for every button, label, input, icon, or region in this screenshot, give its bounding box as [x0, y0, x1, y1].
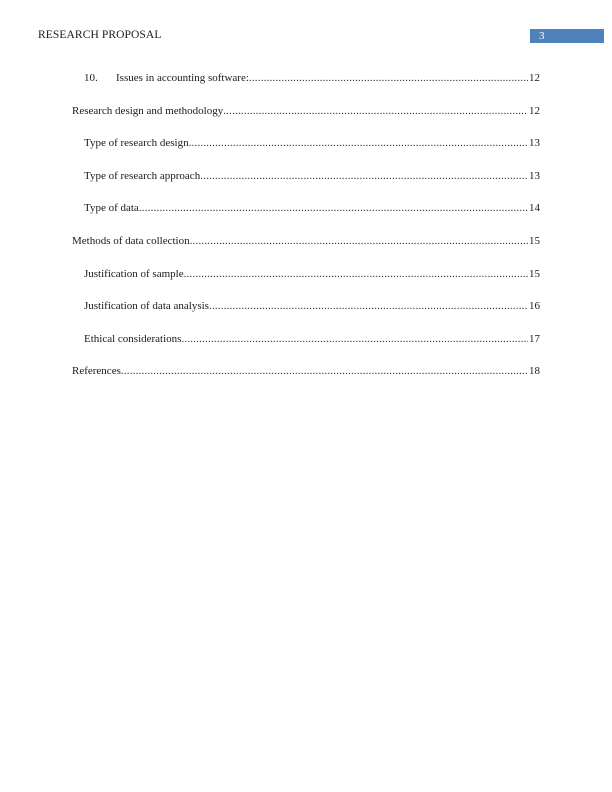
toc-entry-page: 16: [529, 300, 540, 313]
toc-entry-page: 18: [529, 365, 540, 378]
toc-entry-number: 10.: [84, 72, 98, 84]
toc-entry-page: 12: [529, 104, 540, 117]
running-head: RESEARCH PROPOSAL: [38, 29, 162, 41]
dot-leader: [184, 268, 528, 280]
toc-entry-label: Type of research approach: [84, 169, 201, 182]
toc-entry-label: Issues in accounting software:: [116, 72, 249, 84]
toc-entry-page: 15: [529, 267, 540, 280]
page-number-badge: 3: [530, 29, 604, 43]
toc-entry[interactable]: [72, 333, 540, 366]
toc-entry-page: 12: [529, 72, 540, 84]
dot-leader: [190, 235, 528, 247]
dot-leader: [209, 300, 528, 312]
toc-entry-label: Justification of sample: [84, 267, 184, 280]
toc-entry[interactable]: [72, 170, 540, 203]
dot-leader: [200, 170, 528, 182]
toc-entry[interactable]: [72, 105, 540, 138]
toc-entry-label: References: [72, 365, 121, 378]
toc-entry[interactable]: [72, 72, 540, 105]
toc-entry-label: Research design and methodology: [72, 104, 224, 117]
toc-entry[interactable]: [72, 268, 540, 301]
dot-leader: [249, 72, 528, 84]
toc-entry[interactable]: [72, 365, 540, 398]
dot-leader: [139, 202, 528, 214]
toc-entry-label: Type of research design: [84, 137, 189, 150]
dot-leader: [223, 105, 528, 117]
toc-entry[interactable]: [72, 137, 540, 170]
table-of-contents: [72, 72, 540, 398]
toc-entry-page: 13: [529, 169, 540, 182]
dot-leader: [181, 333, 528, 345]
toc-entry-label: Methods of data collection: [72, 234, 190, 247]
dot-leader: [121, 365, 528, 377]
toc-entry-page: 14: [529, 202, 540, 215]
toc-entry-label: Type of data: [84, 202, 139, 215]
toc-entry-page: 17: [529, 332, 540, 345]
toc-entry[interactable]: [72, 235, 540, 268]
toc-entry[interactable]: [72, 202, 540, 235]
dot-leader: [189, 137, 528, 149]
toc-entry[interactable]: [72, 300, 540, 333]
toc-entry-page: 15: [529, 234, 540, 247]
toc-entry-label: Justification of data analysis: [84, 300, 209, 313]
toc-entry-page: 13: [529, 137, 540, 150]
toc-entry-label: Ethical considerations: [84, 332, 182, 345]
